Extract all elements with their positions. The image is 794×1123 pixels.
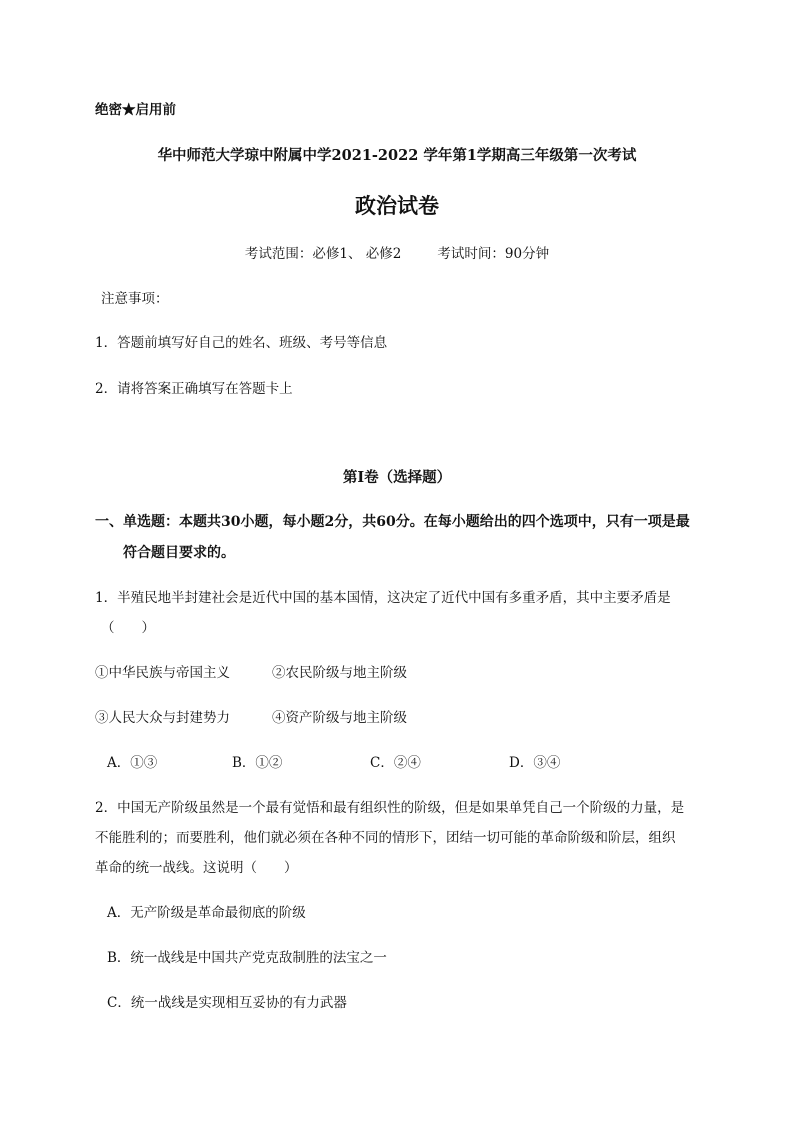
question-2-stem-end: 革命的统一战线。这说明（ ）: [95, 860, 298, 876]
exam-info: [0, 244, 794, 264]
question-1-choice-c: C．②④: [370, 755, 421, 771]
question-2-choice-a: A．无产阶级是革命最彻底的阶级: [107, 905, 306, 921]
question-1-statement: ④资产阶级与地主阶级: [272, 710, 407, 726]
question-1-blank: （ ）: [101, 620, 155, 636]
confidential-label: 绝密★启用前: [95, 102, 176, 118]
question-1-choice-d: D．③④: [509, 755, 561, 771]
notice-title: 注意事项：: [101, 291, 169, 307]
school-exam-title: 华中师范大学琼中附属中学2021-2022 学年第1学期高三年级第一次考试: [157, 147, 637, 164]
exam-time: 考试时间：90分钟: [437, 246, 550, 262]
question-1-choice-a: A．①③: [107, 755, 158, 771]
exam-scope: 考试范围：必修1、 必修2: [244, 246, 402, 262]
notice-item: 1．答题前填写好自己的姓名、班级、考号等信息: [95, 335, 388, 351]
question-2-choice-b: B．统一战线是中国共产党克敌制胜的法宝之一: [107, 950, 387, 966]
section-instructions: 一、单选题：本题共30小题，每小题2分，共60分。在每小题给出的四个选项中，只有一项是最: [95, 514, 690, 530]
question-1-stem: 1．半殖民地半封建社会是近代中国的基本国情，这决定了近代中国有多重矛盾，其中主要矛盾是: [95, 590, 671, 606]
question-1-statement: ②农民阶级与地主阶级: [272, 665, 407, 681]
part-title: 第I卷（选择题）: [342, 469, 452, 486]
question-1-choice-b: B．①②: [232, 755, 283, 771]
question-2-stem: 2．中国无产阶级虽然是一个最有觉悟和最有组织性的阶级，但是如果单凭自己一个阶级的力量，是: [95, 800, 685, 816]
question-1-statement: ①中华民族与帝国主义: [95, 665, 230, 681]
notice-item: 2．请将答案正确填写在答题卡上: [95, 381, 293, 397]
question-2-stem-continued: 不能胜利的；而要胜利，他们就必须在各种不同的情形下，团结一切可能的革命阶级和阶层，组织: [95, 830, 676, 846]
page-title: 政治试卷: [355, 193, 439, 218]
section-instructions-continued: 符合题目要求的。: [123, 545, 235, 561]
question-1-statement: ③人民大众与封建势力: [95, 710, 230, 726]
question-2-choice-c: C．统一战线是实现相互妥协的有力武器: [107, 995, 347, 1011]
